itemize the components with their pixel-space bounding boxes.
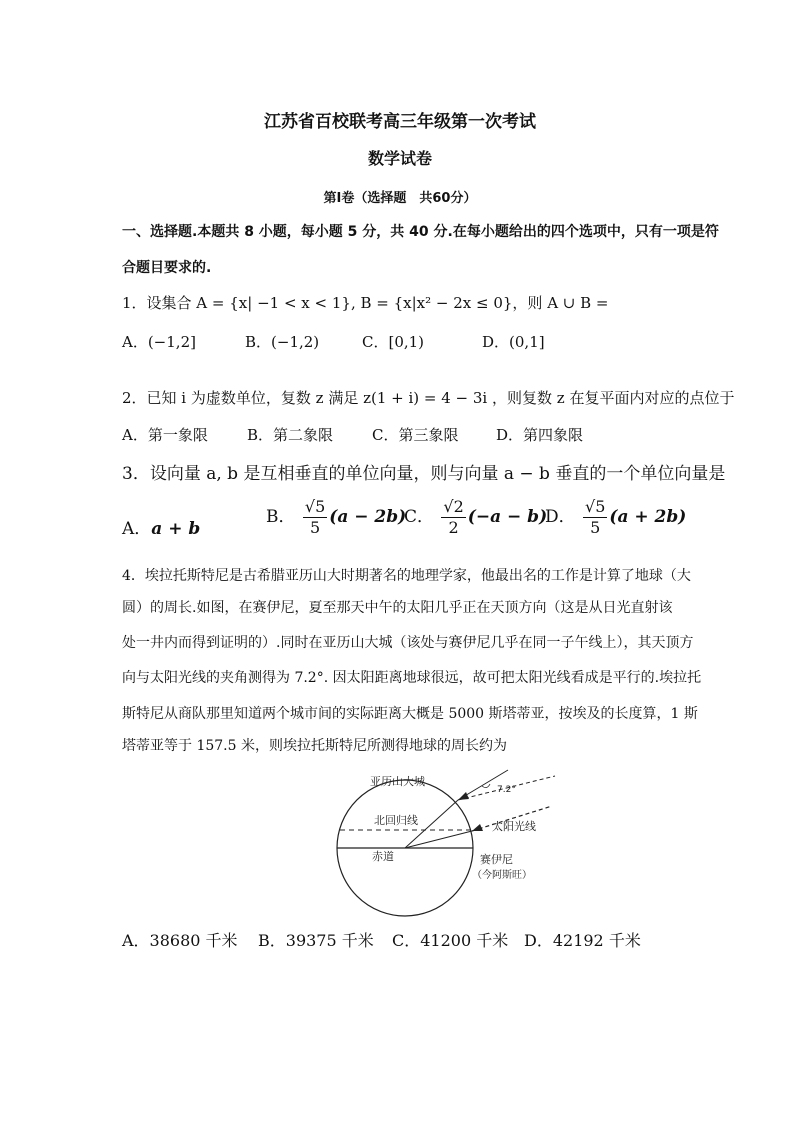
q4-option-a: A．38680 千米 [122, 931, 238, 950]
q3-option-c [404, 497, 547, 538]
q3-option-d-letter: D． [545, 507, 576, 527]
label-syene: 赛伊尼 [480, 853, 513, 866]
q1-option-b: B．(−1,2) [245, 333, 320, 351]
q4-option-d: D．42192 千米 [524, 931, 641, 950]
label-aswan: （今阿斯旺） [472, 870, 532, 881]
question-4-line-4: 向与太阳光线的夹角测得为 7.2°. 因太阳距离地球很远，故可把太阳光线看成是平行的.埃拉托 [122, 670, 702, 686]
label-tropic: 北回归线 [374, 814, 418, 827]
q3-option-d-num: √5 [585, 497, 606, 516]
q3-option-b [266, 497, 406, 538]
q3-option-b-fraction [303, 497, 327, 538]
q3-option-a-expr: a + b [151, 519, 201, 539]
question-2: 2．已知 i 为虚数单位，复数 z 满足 z(1 + i) = 4 − 3i ，则复数 z 在复平面内对应的点位于 [122, 389, 735, 407]
subject-title: 数学试卷 [367, 149, 432, 168]
q3-option-b-expr: (a − 2b) [329, 507, 407, 527]
q3-option-d [545, 497, 686, 538]
question-4-line-6: 塔蒂亚等于 157.5 米，则埃拉托斯特尼所测得地球的周长约为 [122, 738, 507, 754]
exam-title: 江苏省百校联考高三年级第一次考试 [264, 112, 536, 132]
part-title: 第Ⅰ卷（选择题 共60分） [323, 191, 477, 206]
question-1: 1．设集合 A = {x| −1 < x < 1}, B = {x|x² − 2x ≤ 0}，则 A ∪ B = [122, 294, 609, 312]
earth-diagram [330, 768, 560, 920]
q2-option-d: D．第四象限 [496, 426, 584, 444]
q3-option-d-den: 5 [590, 518, 601, 537]
label-sunlight: 太阳光线 [492, 820, 536, 833]
q4-option-c: C．41200 千米 [392, 931, 509, 950]
question-3: 3．设向量 a, b 是互相垂直的单位向量，则与向量 a − b 垂直的一个单位向量是 [122, 464, 726, 484]
sunray-arrow-upper [458, 792, 469, 800]
q3-option-b-letter: B． [266, 507, 296, 527]
sunray-arrow-lower [472, 824, 483, 831]
q2-option-c: C．第三象限 [372, 426, 459, 444]
q3-option-d-expr: (a + 2b) [609, 507, 687, 527]
q3-option-c-den: 2 [448, 518, 459, 537]
question-4-line-2: 圆）的周长.如图，在赛伊尼，夏至那天中午的太阳几乎正在天顶方向（这是从日光直射该 [122, 600, 673, 616]
q3-option-d-fraction [583, 497, 607, 538]
q2-option-a: A．第一象限 [122, 426, 208, 444]
q1-option-a: A．(−1,2] [122, 333, 196, 351]
q3-option-b-den: 5 [310, 518, 321, 537]
q4-option-b: B．39375 千米 [258, 931, 374, 950]
question-4-line-1: 4．埃拉托斯特尼是古希腊亚历山大时期著名的地理学家，他最出名的工作是计算了地球（大 [122, 568, 691, 584]
q3-option-a-letter: A． [122, 519, 152, 539]
q3-option-c-letter: C． [404, 507, 435, 527]
section-instructions-line1: 一、选择题.本题共 8 小题，每小题 5 分，共 40 分.在每小题给出的四个选项中，只有一项是符 [122, 224, 719, 240]
q3-option-a [122, 514, 200, 539]
label-equator: 赤道 [372, 850, 394, 863]
label-alexandria: 亚历山大城 [370, 775, 425, 788]
q3-option-c-expr: (−a − b) [467, 507, 548, 527]
question-4-line-3: 处一井内而得到证明的）.同时在亚历山大城（该处与赛伊尼几乎在同一子午线上），其天顶方 [122, 635, 694, 651]
q3-option-b-num: √5 [304, 497, 326, 516]
q1-option-d: D．(0,1] [482, 333, 545, 351]
label-angle: 7.2° [497, 785, 516, 795]
q3-option-c-fraction [441, 497, 465, 538]
q1-option-c: C．[0,1) [362, 333, 425, 351]
q2-option-b: B．第二象限 [247, 426, 334, 444]
q3-option-c-num: √2 [443, 497, 464, 516]
section-instructions-line2: 合题目要求的. [122, 260, 212, 276]
question-4-line-5: 斯特尼从商队那里知道两个城市间的实际距离大概是 5000 斯塔蒂亚，按埃及的长度算，1 斯 [122, 706, 698, 722]
